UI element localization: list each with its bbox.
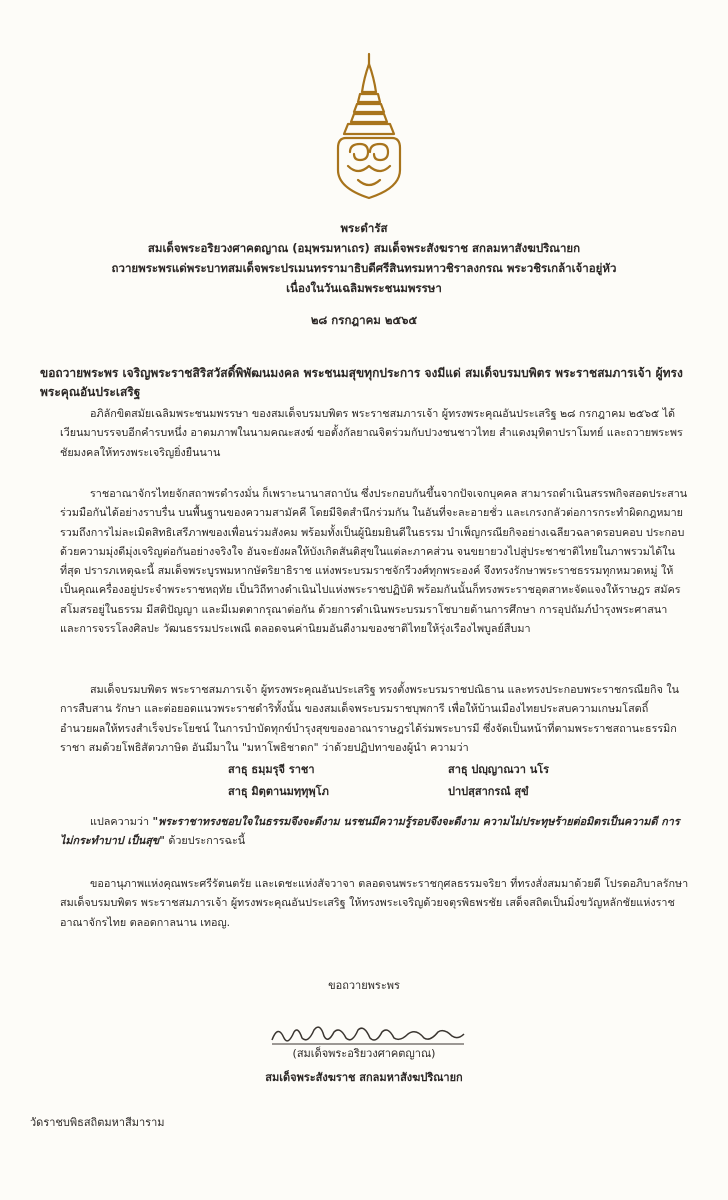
verse-line-4: ปาปสฺสากรณํ สุขํ (448, 785, 529, 798)
heading-line-2: ถวายพระพรแด่พระบาทสมเด็จพระปรเมนทรรามาธิบดีศรีสินทรมหาวชิราลงกรณ พระวชิรเกล้าเจ้าอยู่หัว (111, 261, 617, 275)
heading-date: ๒๘ กรกฎาคม ๒๕๖๕ (310, 313, 418, 327)
paragraph-1-text: อภิลักขิตสมัยเฉลิมพระชนมพรรษา ของสมเด็จบรมบพิตร พระราชสมภารเจ้า ผู้ทรงพระคุณอันประเสริฐ ๒๘ กรกฎาคม ๒๕๖๕ ได้เวียนมาบรรจบอีกคำรบหนึ่ง อาตมภาพในนามคณะสงฆ์ ขอตั้งกัลยาณจิตร่วมกับปวงชนชาวไทย สำแดงมุทิตาปราโมทย์ และถวายพระพรชัยมงคลให้ทรงพระเจริญยิ่งยืนนาน (60, 407, 683, 459)
salutation: ขอถวายพระพร เจริญพระราชสิริสวัสดิ์พิพัฒนมงคล พระชนมสุขทุกประการ จงมีแด่ สมเด็จบรมบพิตร พระราชสมภารเจ้า ผู้ทรงพระคุณอันประเสริฐ (40, 366, 683, 399)
closing-title: สมเด็จพระสังฆราช สกลมหาสังฆปริณายก (265, 1071, 463, 1084)
paragraph-1 (60, 404, 690, 462)
translation-suffix: ด้วยประการฉะนี้ (164, 834, 246, 848)
footer-temple-name: วัดราชบพิธสถิตมหาสีมาราม (30, 1116, 165, 1129)
royal-emblem-icon (324, 52, 414, 200)
paragraph-2-text: ราชอาณาจักรไทยจักสถาพรดำรงมั่น ก็เพราะนานาสถาบัน ซึ่งประกอบกันขึ้นจากปัจเจกบุคคล สามารถดำเนินสรรพกิจสอดประสานร่วมมือกันได้อย่างราบรื่น บนพื้นฐานของความสามัคคี โดยมีจิตสำนึกร่วมกัน ในอันที่จะละอายชั่ว และเกรงกลัวต่อการกระทำผิดกฎหมาย รวมถึงการไม่ละเมิดสิทธิเสรีภาพของเพื่อนร่วมสังคม พร้อมทั้งเป็นผู้นิยมยินดีในธรรม บำเพ็ญกรณียกิจอย่างเฉลียวฉลาดรอบคอบ ประกอบด้วยความมุ่งดีมุ่งเจริญต่อกันอย่างจริงใจ อันจะยังผลให้บังเกิดสันติสุขในแต่ละภาคส่วน จนขยายวงไปสู่ประชาชาติไทยในภาพรวมได้ในที่สุด ปรารภเหตุฉะนี้ สมเด็จพระบูรพมหากษัตริยาธิราช แห่งพระบรมราชจักรีวงศ์ทุกพระองค์ จึงทรงรักษาพระราชธรรมทุกหมวดหมู่ ให้เป็นคุณเครื่องอยู่ประจำพระราชหฤทัย เป็นวิถีทางดำเนินไปแห่งพระราชปฏิบัติ พร้อมกันนั้นก็ทรงพระราชอุตสาหะจัดแจงให้ราษฎร สมัครสโมสรอยู่ในธรรม มีสติปัญญา และมีเมตตากรุณาต่อกัน ด้วยการดำเนินพระบรมราโชบายด้านการศึกษา การอุปถัมภ์บำรุงพระศาสนา และการจรรโลงศิลปะ วัฒนธรรมประเพณี ตลอดจนค่านิยมอันดีงามของชาติไทยให้รุ่งเรืองไพบูลย์สืบมา (60, 487, 688, 636)
translation-prefix: แปลความว่า (90, 815, 153, 828)
blessing-text: ขออานุภาพแห่งคุณพระศรีรัตนตรัย และเดชะแห่งสัจวาจา ตลอดจนพระราชกุศลธรรมจริยา ที่ทรงสั่งสมมาด้วยดี โปรดอภิบาลรักษา สมเด็จบรมบพิตร พระราชสมภารเจ้า ผู้ทรงพระคุณอันประเสริฐ ให้ทรงพระเจริญด้วยจตุรพิธพรชัย เสด็จสถิตเป็นมิ่งขวัญหลักชัยแห่งราชอาณาจักรไทย ตลอดกาลนาน เทอญ. (60, 877, 689, 929)
paragraph-3 (60, 680, 690, 757)
paragraph-3-text: สมเด็จบรมบพิตร พระราชสมภารเจ้า ผู้ทรงพระคุณอันประเสริฐ ทรงตั้งพระบรมราชปณิธาน และทรงประกอบพระราชกรณียกิจ ในการสืบสาน รักษา และต่อยอดแนวพระราชดำริทั้งนั้น ของสมเด็จพระบรมราชบุพการี เพื่อให้บ้านเมืองไทยประสบความเกษมโสตถิ์ อำนวยผลให้ทรงสำเร็จประโยชน์ ในการบำบัดทุกข์บำรุงสุขของอาณาราษฎรได้ร่มพระบารมี ซึ่งจัดเป็นหน้าที่ตามพระราชสถานะธรรมิกราชา สมด้วยโพธิสัตวภาษิต อันมีมาใน "มหาโพธิชาดก" ว่าด้วยปฏิปทาของผู้นำ ความว่า (60, 683, 679, 754)
heading-title: พระดำรัส (340, 221, 388, 235)
verse-line-2: สาธุ ปญฺญาณวา นโร (448, 763, 550, 776)
closing-name: (สมเด็จพระอริยวงศาคตญาณ) (292, 1047, 436, 1060)
heading-line-3: เนื่องในวันเฉลิมพระชนมพรรษา (286, 281, 442, 295)
translation-quote: "พระราชาทรงชอบใจในธรรมจึงจะดีงาม นรชนมีความรู้รอบจึงจะดีงาม ความไม่ประทุษร้ายต่อมิตรเป็นความดี การไม่กระทำบาป เป็นสุข" (60, 815, 680, 848)
blessing-paragraph (60, 874, 690, 932)
verse-line-3: สาธุ มิตฺตานมทฺทุพฺโภ (228, 785, 329, 798)
verse-line-1: สาธุ ธมฺมรุจี ราชา (228, 763, 315, 776)
paragraph-2 (60, 484, 690, 638)
translation-paragraph (60, 812, 690, 851)
closing-greeting: ขอถวายพระพร (328, 979, 400, 992)
heading-line-1: สมเด็จพระอริยวงศาคตญาณ (อมฺพรมหาเถร) สมเด็จพระสังฆราช สกลมหาสังฆปริณายก (147, 241, 581, 255)
